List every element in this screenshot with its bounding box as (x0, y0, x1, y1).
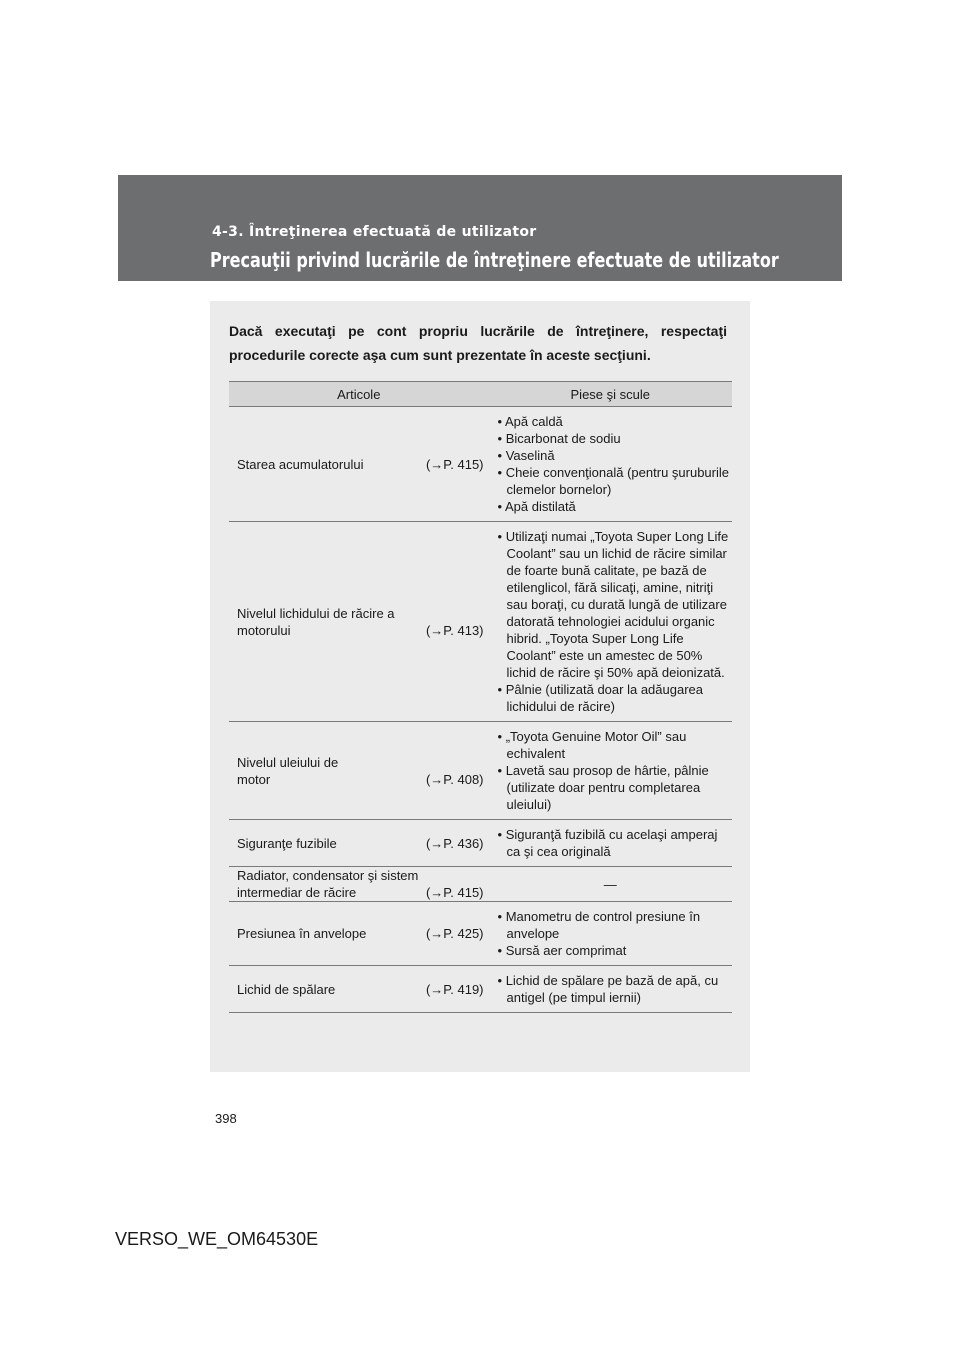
page-reference: (→P. 419) (425, 981, 484, 997)
list-item: • „Toyota Genuine Motor Oil” sau echivalent (497, 729, 687, 761)
item-label: Presiunea în anvelope (237, 926, 367, 941)
page-reference: (→P. 415) (425, 885, 484, 900)
parts-cell (489, 522, 732, 722)
items-table (229, 381, 732, 1013)
item-label: Siguranţe fuzibile (237, 835, 337, 851)
table-row (229, 722, 732, 820)
parts-cell (489, 407, 732, 522)
list-item: • Pâlnie (utilizată doar la adăugarea lichidului de răcire) (497, 682, 703, 714)
table-row (229, 966, 732, 1013)
parts-cell (489, 722, 732, 820)
item-cell (229, 722, 489, 820)
item-cell (229, 966, 489, 1013)
page-reference: (→P. 425) (425, 926, 484, 941)
table-row (229, 407, 732, 522)
list-item: • Apă caldă (497, 414, 563, 429)
item-label: Radiator, condensator şi sistem (237, 868, 419, 883)
item-cell (229, 407, 489, 522)
parts-cell (489, 820, 732, 867)
table-row (229, 867, 732, 902)
item-cell (229, 902, 489, 966)
item-label: Nivelul uleiului de (237, 754, 339, 770)
table-row (229, 902, 732, 966)
page-reference: (→P. 408) (425, 771, 484, 787)
item-cell (229, 522, 489, 722)
item-label: Starea acumulatorului (237, 456, 364, 472)
table-row (229, 522, 732, 722)
list-item: • Siguranţă fuzibilă cu acelaşi amperaj ca şi cea originală (497, 827, 718, 859)
table-row (229, 820, 732, 867)
list-item: • Utilizaţi numai „Toyota Super Long Life Coolant” sau un lichid de răcire similar de foarte bună calitate, pe bază de etilenglicol, fără silicaţi, amine, nitriţi sau boraţi, cu durată lungă de utilizare datorată tehnologiei acidului organic hibrid. „Toyota Super Long Life Coolant” este un amestec de 50% lichid de răcire şi 50% apă deionizată. (497, 529, 729, 680)
item-label-continued: motor (237, 771, 271, 787)
page-reference: (→P. 415) (425, 456, 484, 472)
item-label-continued: intermediar de răcire (237, 885, 357, 900)
page-title: Precauţii privind lucrările de întreţinere efectuate de utilizator (210, 248, 779, 272)
parts-cell (489, 902, 732, 966)
list-item: • Lavetă sau prosop de hârtie, pâlnie (utilizate doar pentru completarea uleiului) (497, 763, 709, 812)
item-label: Nivelul lichidului de răcire a (237, 605, 395, 621)
list-item: • Lichid de spălare pe bază de apă, cu antigel (pe timpul iernii) (497, 973, 719, 1005)
section-title: 4-3. Întreţinerea efectuată de utilizator (212, 224, 537, 240)
intro-text: Dacă executaţi pe cont propriu lucrările de întreţinere, respectaţi procedurile corecte aşa cum sunt prezentate în aceste secţiuni. (229, 323, 727, 363)
page-reference: (→P. 436) (425, 835, 484, 851)
table-header-row (229, 382, 732, 407)
item-cell (229, 867, 489, 902)
page-reference: (→P. 413) (425, 622, 484, 638)
list-item: • Cheie convenţională (pentru şuruburile clemelor bornelor) (497, 465, 729, 497)
item-label-continued: motorului (237, 622, 291, 638)
parts-cell (489, 966, 732, 1013)
item-label: Lichid de spălare (237, 981, 336, 997)
list-item: • Vaselină (497, 448, 555, 463)
list-item: • Manometru de control presiune în anvelope (497, 909, 701, 941)
document-code: VERSO_WE_OM64530E (115, 1229, 319, 1249)
item-cell (229, 820, 489, 867)
column-header-items: Articole (229, 382, 489, 407)
list-item: • Sursă aer comprimat (497, 943, 627, 958)
parts-cell-empty: — (489, 867, 732, 902)
page-number: 398 (215, 1111, 237, 1126)
column-header-parts: Piese şi scule (489, 382, 732, 407)
list-item: • Bicarbonat de sodiu (497, 431, 621, 446)
list-item: • Apă distilată (497, 499, 576, 514)
